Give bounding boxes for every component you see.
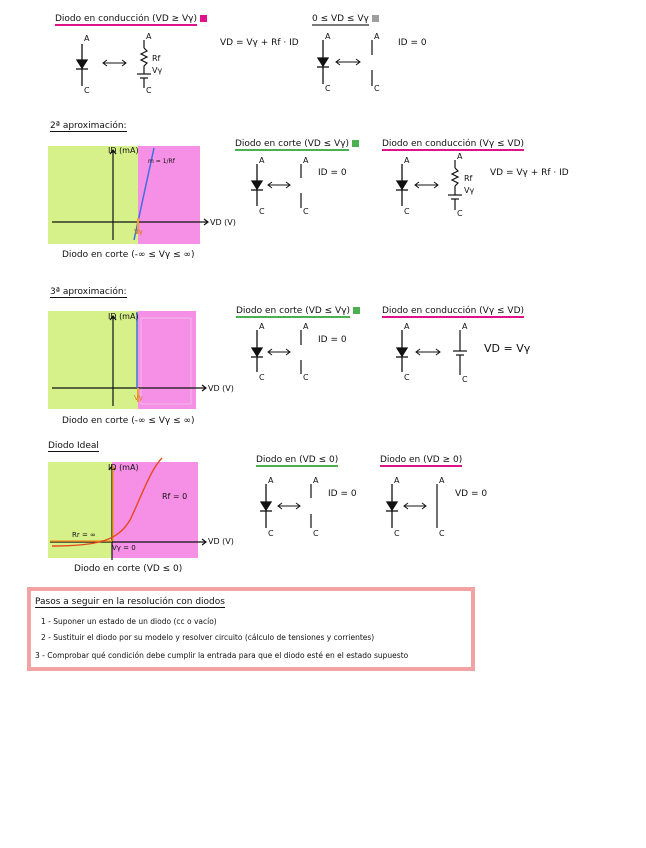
green-region-s2 [48, 146, 138, 244]
node-a-s1-model: A [146, 32, 152, 41]
diode-symbol-s2-cond [396, 164, 408, 206]
equation-s4-a: ID = 0 [328, 489, 357, 499]
step-3: 3 - Comprobar qué condición debe cumplir la entrada para que el diodo esté en el estado supuesto [35, 651, 409, 660]
node-c-s3-off: C [259, 373, 265, 382]
rf-zero-label-s4: Rf = 0 [162, 492, 188, 501]
node-c-s1: C [84, 86, 90, 95]
node-a-s2-model: A [457, 152, 463, 161]
pink-square-icon [200, 15, 207, 22]
green-region-s4 [48, 462, 112, 558]
node-a-s3-cond: A [404, 322, 410, 331]
node-c-s1-off: C [325, 84, 331, 93]
arrow-s4-a [278, 503, 300, 509]
node-a-s3-model: A [462, 322, 468, 331]
step-2: 2 - Sustituir el diodo por su modelo y resolver circuito (cálculo de tensiones y corrientes) [41, 633, 375, 642]
node-c-s3-cond: C [404, 373, 410, 382]
diode-symbol-s4-a [260, 484, 272, 528]
diode-symbol-s2-off [251, 164, 263, 206]
node-c-s3-open: C [303, 373, 309, 382]
node-a-s2-off: A [259, 156, 265, 165]
arrow-s3-cond [416, 349, 440, 355]
resistor-battery-model-s2 [448, 160, 462, 210]
equation-s3-cond: VD = Vγ [484, 342, 531, 355]
title-s3-off: Diodo en corte (VD ≤ Vγ) [236, 306, 360, 316]
title-s3-cond: Diodo en conducción (Vγ ≤ VD) [382, 306, 525, 316]
arrow-s3-off [268, 349, 290, 355]
step-1: 1 - Suponer un estado de un diodo (cc o vacío) [41, 617, 217, 626]
node-c-s2-open: C [303, 207, 309, 216]
diode-symbol-s1-off [317, 40, 329, 84]
node-a-s4-a: A [268, 476, 274, 485]
caption-s2: Diodo en corte (-∞ ≤ Vγ ≤ ∞) [62, 250, 195, 260]
node-c-s1-open: C [374, 84, 380, 93]
arrow-s1-off [336, 59, 360, 65]
node-c-s3-model: C [462, 375, 468, 384]
pink-region-s3 [138, 311, 196, 409]
title-s4-b: Diodo en (VD ≥ 0) [380, 455, 463, 465]
node-a-s4-open: A [313, 476, 319, 485]
caption-s4: Diodo en corte (VD ≤ 0) [74, 564, 183, 574]
arrow-s2-off [268, 182, 290, 188]
heading-s2: 2ª aproximación: [50, 121, 127, 131]
diode-symbol-s1 [76, 44, 88, 86]
axis-x-s2: VD (V) [210, 218, 236, 227]
node-a-s2-cond: A [404, 156, 410, 165]
rr-inf-label-s4: Rr = ∞ [72, 531, 96, 539]
rf-label-s2: Rf [464, 174, 473, 183]
arrow-s4-b [404, 503, 426, 509]
node-c-s4-b: C [394, 529, 400, 538]
node-a-s1-off: A [325, 32, 331, 41]
grey-square-icon [372, 15, 379, 22]
caption-s3: Diodo en corte (-∞ ≤ Vγ ≤ ∞) [62, 416, 195, 426]
vy-mark-s2: Vγ [134, 228, 143, 236]
node-a-s1-open: A [374, 32, 380, 41]
vy-mark-s3: Vγ [134, 394, 143, 402]
axis-y-s4: ID (mA) [108, 463, 139, 472]
axis-y-s3: ID (mA) [108, 312, 139, 321]
node-a-s4-short: A [439, 476, 445, 485]
equation-s1-cond: VD = Vγ + Rf · ID [220, 38, 299, 48]
node-c-s1-model: C [146, 86, 152, 95]
diode-symbol-s4-b [386, 484, 398, 528]
steps-title: Pasos a seguir en la resolución con diodos [35, 597, 225, 607]
axis-x-s3: VD (V) [208, 384, 234, 393]
node-a-s4-b: A [394, 476, 400, 485]
node-c-s4-open: C [313, 529, 319, 538]
resistor-battery-model-s1 [137, 40, 151, 88]
diode-symbol-s3-cond [396, 330, 408, 372]
battery-model-s3 [453, 330, 467, 375]
title-s2-off: Diodo en corte (VD ≤ Vγ) [235, 139, 359, 149]
arrow-s1 [103, 60, 126, 66]
node-c-s2-cond: C [404, 207, 410, 216]
heading-s3: 3ª aproximación: [50, 287, 127, 297]
heading-s4: Diodo Ideal [48, 441, 99, 451]
diode-symbol-s3-off [251, 330, 263, 372]
arrow-s2-cond [415, 182, 438, 188]
equation-s1-off: ID = 0 [398, 38, 427, 48]
axis-x-s4: VD (V) [208, 537, 234, 546]
vy-zero-label-s4: Vγ = 0 [112, 544, 136, 552]
node-a-s1: A [84, 34, 90, 43]
equation-s3-off: ID = 0 [318, 335, 347, 345]
green-square-icon [352, 140, 359, 147]
steps-box [27, 587, 475, 671]
green-region-s3 [48, 311, 138, 409]
vy-label-s2: Vγ [464, 186, 475, 195]
green-square-icon [353, 307, 360, 314]
vy-label-s1: Vγ [152, 66, 163, 75]
title-s2-cond: Diodo en conducción (Vγ ≤ VD) [382, 139, 525, 149]
equation-s2-cond: VD = Vγ + Rf · ID [490, 168, 569, 178]
axis-y-s2: ID (mA) [108, 146, 139, 155]
node-a-s3-off: A [259, 322, 265, 331]
rf-label-s1: Rf [152, 54, 161, 63]
node-c-s4-a: C [268, 529, 274, 538]
equation-s4-b: VD = 0 [455, 489, 488, 499]
title-s4-a: Diodo en (VD ≤ 0) [256, 455, 339, 465]
title-s1-off: 0 ≤ VD ≤ Vγ [312, 14, 379, 24]
equation-s2-off: ID = 0 [318, 168, 347, 178]
node-c-s2-off: C [259, 207, 265, 216]
node-c-s2-model: C [457, 209, 463, 218]
node-a-s2-open: A [303, 156, 309, 165]
slope-label-s2: m = 1/Rf [148, 158, 175, 165]
node-a-s3-open: A [303, 322, 309, 331]
node-c-s4-short: C [439, 529, 445, 538]
title-s1-conduction: Diodo en conducción (VD ≥ Vγ) [55, 14, 207, 24]
